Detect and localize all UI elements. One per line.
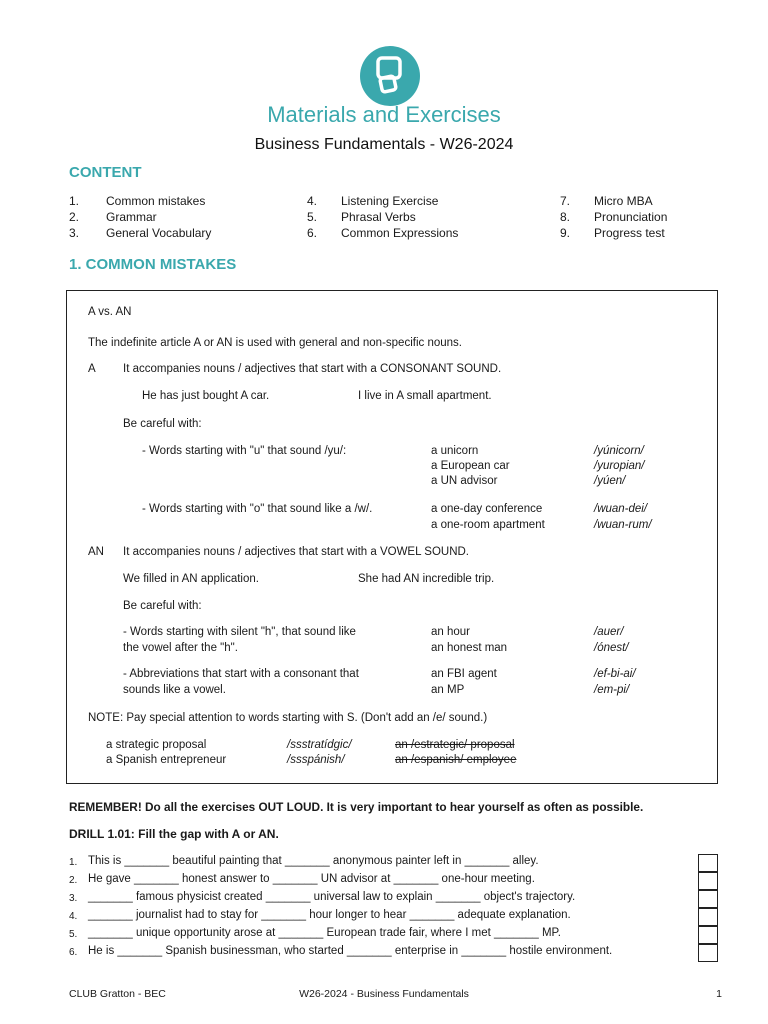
footer-left: CLUB Gratton - BEC (69, 988, 166, 1000)
page-number: 1 (716, 988, 722, 1000)
a-example: He has just bought A car. (142, 390, 270, 402)
careful-label: Be careful with: (123, 600, 202, 612)
example-word: an hour (431, 626, 471, 638)
section-heading: 1. COMMON MISTAKES (69, 256, 237, 273)
example-word: a UN advisor (431, 475, 498, 487)
club-logo (360, 46, 420, 106)
example-word: a one-day conference (431, 503, 543, 515)
page-title: Materials and Exercises (267, 102, 501, 127)
footer-center: W26-2024 - Business Fundamentals (299, 988, 469, 1000)
drill-title: DRILL 1.01: Fill the gap with A or AN. (69, 827, 279, 841)
answer-checkbox[interactable] (698, 944, 718, 962)
pronunciation: /yuropian/ (594, 460, 645, 472)
drill-item: _______ famous physicist created _______ universal law to explain _______ object's trajectory. (88, 891, 576, 903)
abbr-rule: sounds like a vowel. (123, 684, 226, 696)
example-word: a strategic proposal (106, 739, 207, 751)
an-example: We filled in AN application. (123, 573, 259, 585)
pronunciation: /ónest/ (594, 642, 629, 654)
toc-item: Grammar (106, 210, 157, 224)
pronunciation: /ef-bi-ai/ (594, 668, 636, 680)
toc-item: Listening Exercise (341, 194, 439, 208)
answer-checkbox[interactable] (698, 926, 718, 944)
toc-number: 9. (560, 226, 571, 240)
answer-checkbox[interactable] (698, 908, 718, 926)
toc-item: Pronunciation (594, 210, 668, 224)
an-label: AN (88, 546, 104, 558)
rule-title: A vs. AN (88, 306, 132, 318)
pronunciation: /wuan-rum/ (594, 519, 652, 531)
toc-item: Phrasal Verbs (341, 210, 416, 224)
drill-number: 3. (69, 893, 78, 904)
toc-number: 3. (69, 226, 80, 240)
content-heading: CONTENT (69, 164, 142, 181)
example-word: an MP (431, 684, 465, 696)
example-word: an honest man (431, 642, 508, 654)
h-rule: the vowel after the "h". (123, 642, 238, 654)
drill-item: He is _______ Spanish businessman, who started _______ enterprise in _______ hostile environment. (88, 945, 613, 957)
toc-number: 1. (69, 194, 80, 208)
pronunciation: /yúen/ (594, 475, 626, 487)
drill-number: 1. (69, 857, 78, 868)
toc-number: 7. (560, 194, 571, 208)
an-example: She had AN incredible trip. (358, 573, 495, 585)
pronunciation: /ssspánish/ (287, 754, 345, 766)
toc-item: Progress test (594, 226, 665, 240)
toc-item: General Vocabulary (106, 226, 212, 240)
drill-item: _______ unique opportunity arose at _______ European trade fair, where I met _______ MP. (88, 927, 561, 939)
toc-number: 2. (69, 210, 80, 224)
an-rule: It accompanies nouns / adjectives that start with a VOWEL SOUND. (123, 546, 469, 558)
drill-item: _______ journalist had to stay for _______ hour longer to hear _______ adequate explanation. (88, 909, 571, 921)
toc-number: 6. (307, 226, 318, 240)
note-text: NOTE: Pay special attention to words starting with S. (Don't add an /e/ sound.) (88, 712, 488, 724)
pronunciation: /ssstratídgic/ (287, 739, 352, 751)
answer-checkbox[interactable] (698, 854, 718, 872)
remember-note: REMEMBER! Do all the exercises OUT LOUD. It is very important to hear yourself as often as possible. (69, 800, 644, 814)
toc-number: 4. (307, 194, 318, 208)
drill-number: 2. (69, 875, 78, 886)
o-rule: - Words starting with "o" that sound like a /w/. (142, 503, 373, 515)
pronunciation: /wuan-dei/ (594, 503, 648, 515)
wrong-example: an /espanish/ employee (395, 754, 517, 766)
u-rule: - Words starting with "u" that sound /yu/: (142, 445, 347, 457)
page-subtitle: Business Fundamentals - W26-2024 (254, 136, 514, 153)
abbr-rule: - Abbreviations that start with a consonant that (123, 668, 359, 680)
a-rule: It accompanies nouns / adjectives that start with a CONSONANT SOUND. (123, 363, 502, 375)
example-word: a Spanish entrepreneur (106, 754, 227, 766)
example-word: an FBI agent (431, 668, 497, 680)
example-word: a European car (431, 460, 510, 472)
toc-item: Common mistakes (106, 194, 206, 208)
example-word: a unicorn (431, 445, 479, 457)
a-label: A (88, 363, 96, 375)
pronunciation: /em-pi/ (594, 684, 630, 696)
drill-number: 6. (69, 947, 78, 958)
answer-checkbox[interactable] (698, 872, 718, 890)
toc-number: 5. (307, 210, 318, 224)
toc-item: Micro MBA (594, 194, 653, 208)
toc-number: 8. (560, 210, 571, 224)
drill-number: 5. (69, 929, 78, 940)
wrong-example: an /estrategic/ proposal (395, 739, 515, 751)
h-rule: - Words starting with silent "h", that sound like (123, 626, 356, 638)
pronunciation: /yúnicorn/ (594, 445, 644, 457)
toc-item: Common Expressions (341, 226, 459, 240)
drill-number: 4. (69, 911, 78, 922)
drill-item: He gave _______ honest answer to _______ UN advisor at _______ one-hour meeting. (88, 873, 535, 885)
a-example: I live in A small apartment. (358, 390, 492, 402)
rule-intro: The indefinite article A or AN is used with general and non-specific nouns. (88, 337, 462, 349)
example-word: a one-room apartment (431, 519, 545, 531)
careful-label: Be careful with: (123, 418, 202, 430)
answer-checkbox[interactable] (698, 890, 718, 908)
drill-item: This is _______ beautiful painting that _______ anonymous painter left in _______ alley. (88, 855, 539, 867)
pronunciation: /auer/ (594, 626, 624, 638)
